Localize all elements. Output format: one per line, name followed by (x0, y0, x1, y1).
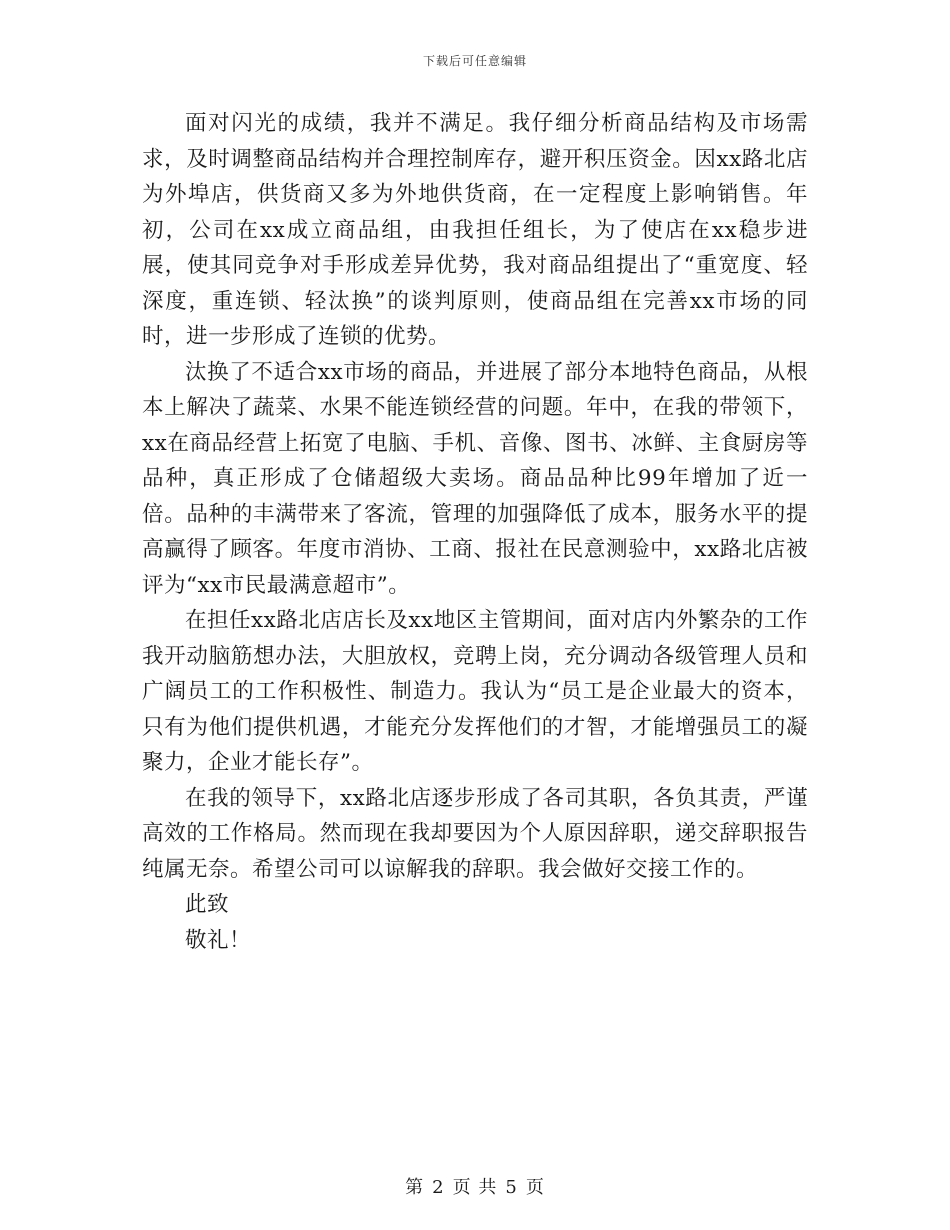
footer-total-pages: 5 (505, 1177, 518, 1198)
closing-regards: 敬礼！ (185, 927, 252, 953)
footer-suffix: 页 (525, 1177, 545, 1198)
paragraph-2: 汰换了不适合xx市场的商品，并进展了部分本地特色商品，从根本上解决了蔬菜、水果不能连锁经营的问题。年中，在我的带领下，xx在商品经营上拓宽了电脑、手机、音像、图书、冰鲜、主食厨房等品种，真正形成了仓储超级大卖场。商品品种比99年增加了近一倍。品种的丰满带来了客流，管理的加强降低了成本，服务水平的提高赢得了顾客。年度市消协、工商、报社在民意测验中，xx路北店被评为“xx市民最满意超市”。 (142, 359, 808, 598)
closing-salutation: 此致 (185, 892, 230, 917)
footer-middle: 页 共 (452, 1177, 498, 1198)
footer-prefix: 第 (405, 1177, 425, 1198)
footer-current-page: 2 (432, 1177, 445, 1198)
page-header: 下载后可任意编辑 (422, 54, 527, 68)
paragraph-4: 在我的领导下，xx路北店逐步形成了各司其职，各负其责，严谨高效的工作格局。然而现在我却要因为个人原因辞职，递交辞职报告纯属无奈。希望公司可以谅解我的辞职。我会做好交接工作的。 (142, 785, 808, 882)
document-body (142, 106, 808, 958)
paragraph-3: 在担任xx路北店店长及xx地区主管期间，面对店内外繁杂的工作我开动脑筋想办法，大胆放权，竞聘上岗，充分调动各级管理人员和广阔员工的工作积极性、制造力。我认为“员工是企业最大的资本，只有为他们提供机遇，才能充分发挥他们的才智，才能增强员工的凝聚力，企业才能长存”。 (142, 608, 808, 775)
page-footer (0, 1173, 950, 1199)
paragraph-1: 面对闪光的成绩，我并不满足。我仔细分析商品结构及市场需求，及时调整商品结构并合理控制库存，避开积压资金。因xx路北店为外埠店，供货商又多为外地供货商，在一定程度上影响销售。年初，公司在xx成立商品组，由我担任组长，为了使店在xx稳步进展，使其同竞争对手形成差异优势，我对商品组提出了“重宽度、轻深度，重连锁、轻汰换”的谈判原则，使商品组在完善xx市场的同时，进一步形成了连锁的优势。 (142, 111, 808, 349)
